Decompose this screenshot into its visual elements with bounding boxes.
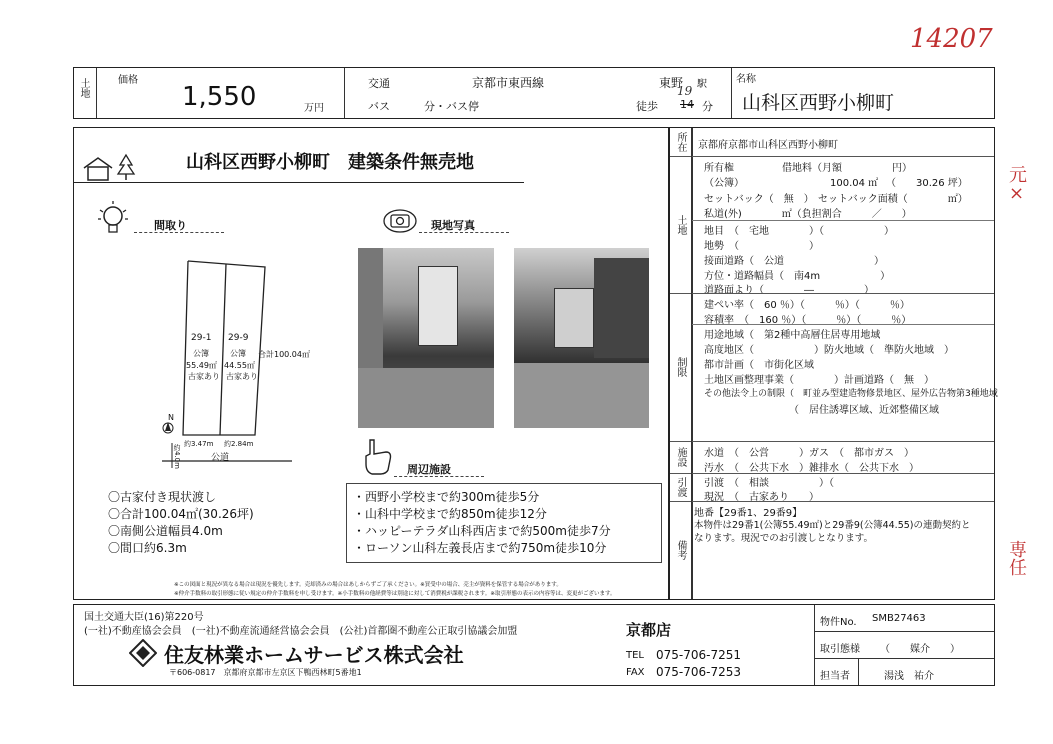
feature-item: 〇間口約6.3m bbox=[108, 541, 187, 555]
deal-label: 取引態様 bbox=[820, 644, 860, 655]
main-title: 山科区西野小柳町 建築条件無売地 bbox=[186, 152, 474, 173]
house-icon bbox=[82, 152, 142, 182]
line-name: 京都市東西線 bbox=[472, 76, 545, 90]
site-photo-1 bbox=[358, 248, 494, 428]
remarks-1: 地番【29番1、29番9】 bbox=[694, 508, 803, 519]
water: 水道 （ 公営 ）ガス （ 都市ガス ） bbox=[704, 448, 914, 459]
city-plan: 都市計画（ 市街化区域 bbox=[704, 360, 814, 371]
delivery-label: 引渡 bbox=[670, 473, 692, 501]
current-state: 現況 （ 古家あり ） bbox=[704, 492, 819, 503]
other-limits: その他法令上の制限（ 町並み型建造物修景地区、屋外広告物第3種地域 bbox=[704, 389, 998, 399]
road-height: 道路面より（ ― ） bbox=[704, 285, 874, 296]
station: 東野 bbox=[659, 76, 684, 90]
lightbulb-icon bbox=[96, 200, 130, 244]
plot-a-kind: 公簿 bbox=[193, 349, 209, 358]
zone: 用途地域（ 第2種中高層住居専用地域 bbox=[704, 330, 881, 341]
site-photo-2 bbox=[514, 248, 649, 428]
area-sqm: 100.04 ㎡ bbox=[830, 178, 879, 189]
fax-label: FAX bbox=[626, 667, 645, 678]
tel: 075-706-7251 bbox=[656, 648, 742, 662]
station-suffix: 駅 bbox=[697, 79, 707, 90]
handwritten-note-2: 専任 bbox=[1006, 540, 1027, 576]
readjust: 土地区画整理事業（ ）計画道路（ 無 ） bbox=[704, 375, 934, 386]
surrounding-item: ・ローソン山科左義長店まで約750m徒歩10分 bbox=[353, 541, 607, 555]
leasehold: 借地料（月額 円） bbox=[782, 163, 912, 174]
plot-a-num: 29-1 bbox=[191, 333, 212, 343]
direction: 方位・道路幅員（ 南4m ） bbox=[704, 271, 891, 282]
road-label: 公道 bbox=[211, 453, 230, 463]
facility-label: 施設 bbox=[670, 441, 692, 473]
handwritten-note-1: 元× bbox=[1006, 165, 1027, 204]
header-box bbox=[73, 67, 995, 119]
feature-item: 〇合計100.04㎡(30.26坪) bbox=[108, 507, 254, 521]
name-label: 名称 bbox=[736, 74, 756, 85]
walk-old: 14 bbox=[680, 98, 694, 111]
plot-b-num: 29-9 bbox=[228, 333, 249, 343]
total-area: 合計100.04㎡ bbox=[258, 350, 310, 359]
tel-label: TEL bbox=[626, 650, 644, 661]
private-road: 私道(外) ㎡（負担割合 ／ ） bbox=[704, 209, 912, 220]
footnote-1: ※この図面と現況が異なる場合は現況を優先します。売却済みの場合はあしからずご了承ください。※買受中の場合、売主が資料を保管する場合があります。 bbox=[174, 582, 562, 588]
frontage-b: 約2.84m bbox=[224, 440, 254, 448]
feature-item: 〇南側公道幅員4.0m bbox=[108, 524, 223, 538]
photo-label: 現地写真 bbox=[431, 219, 475, 232]
price-label: 価格 bbox=[118, 75, 138, 86]
company-name: 住友林業ホームサービス株式会社 bbox=[164, 643, 464, 667]
footer-box bbox=[73, 604, 995, 686]
setback-area: セットバック面積（ ㎡） bbox=[818, 194, 968, 205]
delivery: 引渡 （ 相談 ）（ bbox=[704, 478, 834, 489]
camera-icon bbox=[382, 208, 418, 234]
address-label: 所在 bbox=[670, 128, 692, 156]
land-label: 土地 bbox=[670, 156, 692, 293]
walk-unit: 分 bbox=[702, 100, 713, 113]
north-arrow-icon bbox=[160, 420, 176, 436]
fax: 075-706-7253 bbox=[656, 665, 742, 679]
remarks-3: なります。現況でのお引渡しとなります。 bbox=[694, 533, 873, 544]
ownership: 所有権 bbox=[704, 163, 734, 174]
plot-a-area: 55.49㎡ bbox=[186, 361, 217, 370]
setback: セットバック（ 無 ） bbox=[704, 194, 814, 205]
surroundings-label: 周辺施設 bbox=[407, 463, 451, 476]
walk-label: 徒歩 bbox=[636, 100, 658, 113]
remarks-2: 本物件は29番1(公簿55.49㎡)と29番9(公簿44.55)の連動契約と bbox=[694, 520, 971, 531]
area-tsubo: （ 30.26 坪） bbox=[886, 178, 968, 189]
frontage-a: 約3.47m bbox=[184, 440, 214, 448]
road: 接面道路（ 公道 ） bbox=[704, 256, 884, 267]
surroundings-box bbox=[346, 483, 662, 563]
transport-label: 交通 bbox=[368, 77, 390, 90]
bus-min: 分・バス停 bbox=[424, 100, 479, 113]
prop-no-label: 物件No. bbox=[820, 617, 857, 628]
price-unit: 万円 bbox=[304, 103, 324, 114]
remarks-label: 備考 bbox=[670, 501, 692, 599]
handwritten-code: 14207 bbox=[910, 24, 993, 54]
surrounding-item: ・山科中学校まで約850m徒歩12分 bbox=[353, 507, 547, 521]
address: 京都府京都市山科区西野小柳町 bbox=[698, 140, 838, 151]
deal: （ 媒介 ） bbox=[880, 644, 960, 655]
surrounding-item: ・西野小学校まで約300m徒歩5分 bbox=[353, 490, 540, 504]
price-value: 1,550 bbox=[182, 82, 257, 112]
road-width: 約4.0m bbox=[173, 444, 181, 469]
details-table bbox=[669, 127, 998, 600]
sewage: 汚水 （ 公共下水 ）雑排水（ 公共下水 ） bbox=[704, 463, 919, 474]
main-box bbox=[73, 127, 669, 600]
company-address: 〒606-0817 京都府京都市左京区下鴨西林町5番地1 bbox=[169, 668, 362, 677]
youseki: 容積率 （ 160 ％）（ ％）（ ％） bbox=[704, 315, 912, 326]
license: 国土交通大臣(16)第220号 bbox=[84, 612, 204, 623]
kenpei: 建ぺい率（ 60 ％）（ ％）（ ％） bbox=[704, 300, 910, 311]
feature-list bbox=[108, 489, 254, 557]
area-kind: （公簿） bbox=[704, 178, 744, 189]
other-limits-2: （ 居住誘導区域、近郊整備区域 bbox=[704, 405, 939, 416]
company-logo-icon bbox=[129, 639, 157, 667]
footnote-2: ※仲介手数料の取引形態に従い規定の仲介手数料を申し受けます。※小手数料の他経費等は別途に対して消費税が課税されます。※取引形態の表示の内容等は、変更がございます。 bbox=[174, 591, 616, 597]
madori-label: 間取り bbox=[154, 219, 187, 232]
kind-label: 土地 bbox=[78, 78, 89, 98]
surrounding-item: ・ハッピーテラダ山科西店まで約500m徒歩7分 bbox=[353, 524, 611, 538]
plot-b-note: 古家あり bbox=[226, 372, 258, 381]
associations: (一社)不動産協会会員 (一社)不動産流通経営協会会員 (公社)首都圏不動産公正取引協議会加盟 bbox=[84, 626, 518, 637]
prop-no: SMB27463 bbox=[872, 613, 926, 624]
plot-a-note: 古家あり bbox=[188, 372, 220, 381]
height-district: 高度地区（ ）防火地域（ 準防火地域 ） bbox=[704, 345, 954, 356]
bus-label: バス bbox=[368, 100, 390, 113]
walk-new: 19 bbox=[677, 84, 693, 98]
pointing-hand-icon bbox=[360, 436, 396, 476]
chimoku: 地目 （ 宅地 ）（ ） bbox=[704, 226, 894, 237]
branch-name: 京都店 bbox=[626, 621, 672, 639]
staff: 湯浅 祐介 bbox=[884, 671, 934, 682]
name-value: 山科区西野小柳町 bbox=[742, 92, 895, 114]
staff-label: 担当者 bbox=[820, 671, 850, 682]
limit-label: 制限 bbox=[670, 293, 692, 441]
chisei: 地勢 （ ） bbox=[704, 241, 819, 252]
feature-item: 〇古家付き現状渡し bbox=[108, 490, 217, 504]
plot-b-kind: 公簿 bbox=[230, 349, 246, 358]
plot-b-area: 44.55㎡ bbox=[224, 361, 255, 370]
north-marker: N bbox=[168, 413, 174, 422]
